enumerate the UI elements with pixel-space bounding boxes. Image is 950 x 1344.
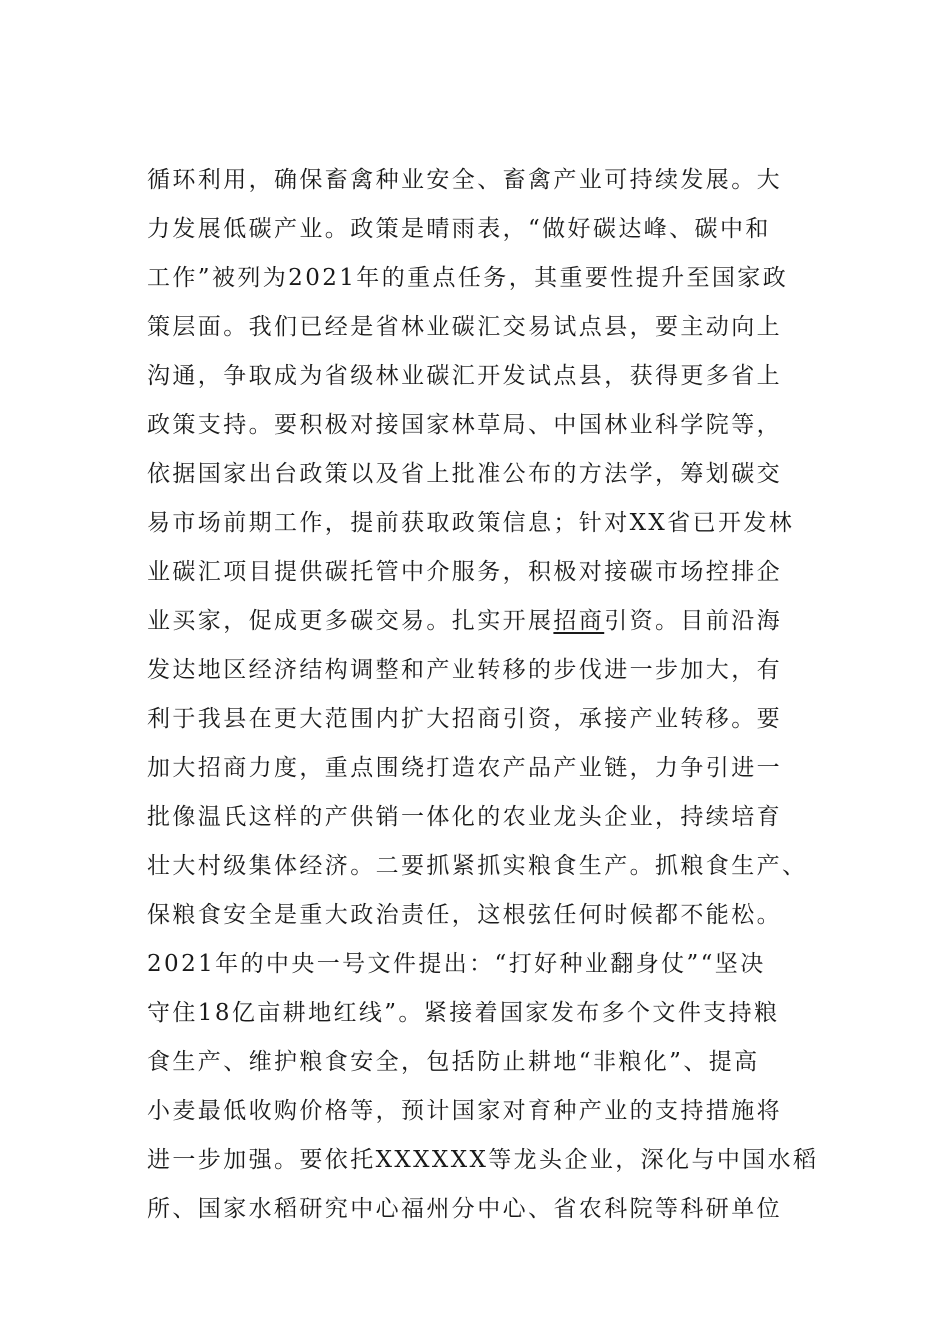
text-line-12: 利于我县在更大范围内扩大招商引资，承接产业转移。要 — [147, 706, 782, 732]
text-line-9: 业碳汇项目提供碳托管中介服务，积极对接碳市场控排企 — [147, 559, 782, 585]
text-line-10 — [147, 597, 807, 645]
text-line-15: 壮大村级集体经济。二要抓紧抓实粮食生产。抓粮食生产、 — [147, 853, 808, 879]
text-line-22: 所、国家水稻研究中心福州分中心、省农科院等科研单位 — [147, 1196, 782, 1222]
text-segment: 引资。目前沿海 — [604, 608, 783, 634]
text-line-13: 加大招商力度，重点围绕打造农产品产业链，力争引进一 — [147, 755, 782, 781]
text-line-4: 策层面。我们已经是省林业碳汇交易试点县，要主动向上 — [147, 314, 782, 340]
text-line-17: 2021年的中央一号文件提出：“打好种业翻身仗”“坚决 — [147, 951, 766, 977]
text-line-21: 进一步加强。要依托XXXXXX等龙头企业，深化与中国水稻 — [147, 1147, 819, 1173]
text-line-1: 循环利用，确保畜禽种业安全、畜禽产业可持续发展。大 — [147, 167, 782, 193]
text-line-8: 易市场前期工作，提前获取政策信息；针对XX省已开发林 — [147, 510, 795, 536]
text-line-2: 力发展低碳产业。政策是晴雨表，“做好碳达峰、碳中和 — [147, 216, 771, 242]
text-line-7: 依据国家出台政策以及省上批准公布的方法学，筹划碳交 — [147, 461, 782, 487]
text-line-20: 小麦最低收购价格等，预计国家对育种产业的支持措施将 — [147, 1098, 782, 1124]
text-line-16: 保粮食安全是重大政治责任，这根弦任何时候都不能松。 — [147, 902, 782, 928]
text-line-18: 守住18亿亩耕地红线”。紧接着国家发布多个文件支持粮 — [147, 1000, 780, 1026]
text-line-3: 工作”被列为2021年的重点任务，其重要性提升至国家政 — [147, 265, 789, 291]
underlined-text: 招商 — [553, 608, 605, 634]
text-line-6: 政策支持。要积极对接国家林草局、中国林业科学院等， — [147, 412, 782, 438]
text-line-5: 沟通，争取成为省级林业碳汇开发试点县，获得更多省上 — [147, 363, 782, 389]
text-segment: 业买家，促成更多碳交易。扎实开展 — [147, 608, 554, 634]
text-line-14: 批像温氏这样的产供销一体化的农业龙头企业，持续培育 — [147, 804, 782, 830]
text-line-11: 发达地区经济结构调整和产业转移的步伐进一步加大，有 — [147, 657, 782, 683]
text-line-19: 食生产、维护粮食安全，包括防止耕地“非粮化”、提高 — [147, 1049, 760, 1075]
